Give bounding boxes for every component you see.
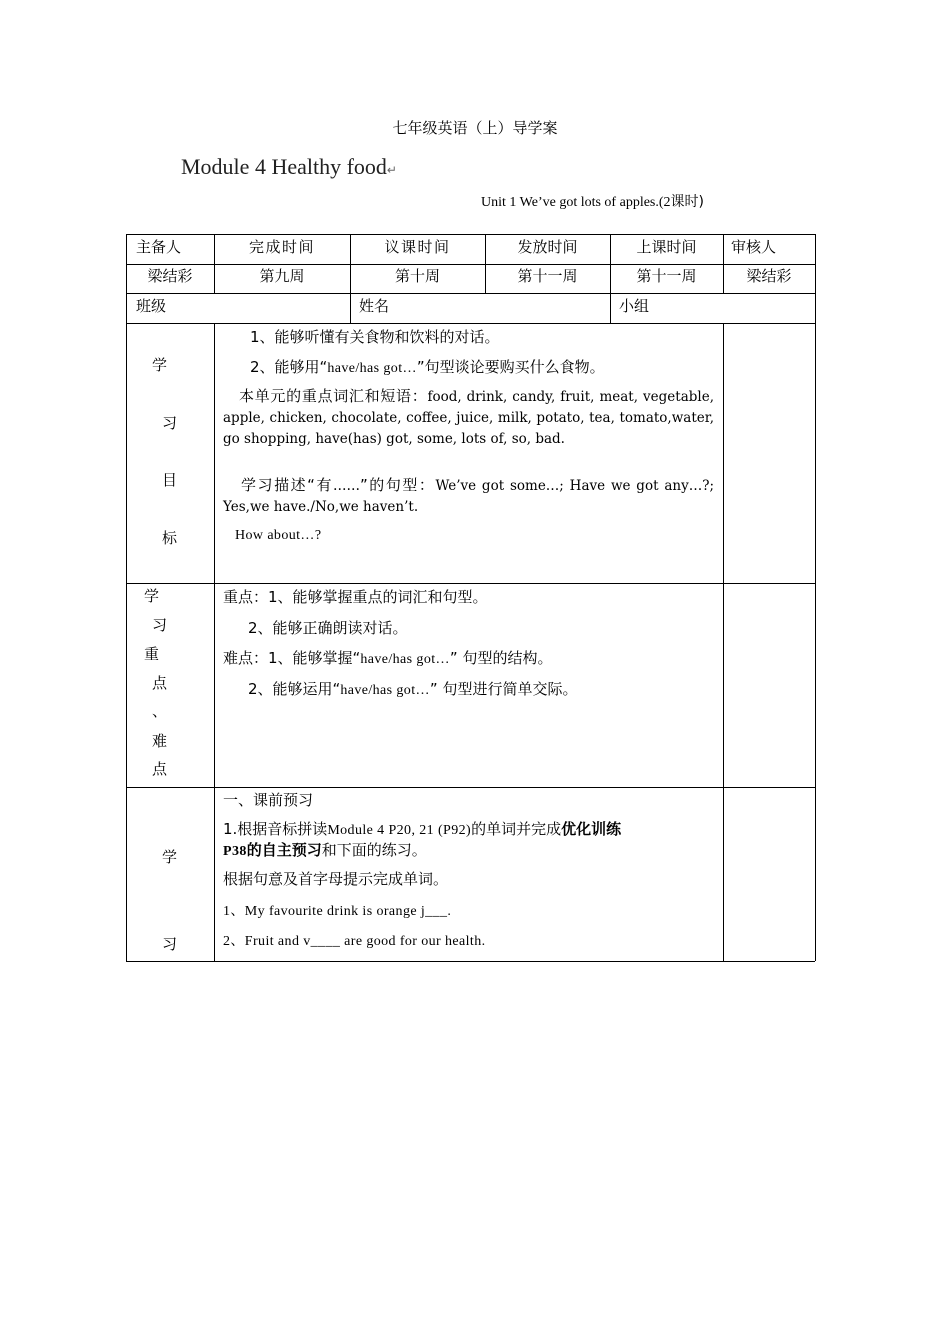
key-point-line-1 — [223, 586, 488, 607]
pattern-paragraph — [223, 475, 714, 517]
value-cell-preparer: 梁结彩 — [147, 267, 193, 285]
side-char: 学 — [144, 587, 160, 605]
pattern-label-a: 学习描述“有 — [241, 476, 333, 494]
header-cell-complete-time: 完成时间 — [248, 238, 315, 256]
side-char: 点 — [152, 674, 168, 692]
objective-item-2-b: ”句型谈论要购买什么食物。 — [416, 358, 605, 376]
key-point-text-1: 1、能够掌握重点的词汇和句型。 — [268, 588, 488, 606]
study-task-bold-2-en: P38 — [223, 844, 247, 859]
value-cell-class-time: 第十一周 — [636, 267, 697, 285]
study-task-en: Module 4 P20, 21 (P92) — [327, 823, 472, 838]
vocab-label: 本单元的重点词汇和短语： — [239, 387, 428, 405]
key-point-label: 重点： — [223, 588, 269, 606]
study-task-b: 的单词并完成 — [471, 820, 562, 838]
side-char: 习 — [152, 616, 168, 634]
value-cell-reviewer: 梁结彩 — [746, 267, 792, 285]
unit-line-cn: 课时) — [670, 194, 704, 210]
study-task-bold-1: 优化训练 — [561, 820, 622, 838]
group-label: 小组 — [619, 297, 650, 315]
study-task-line-2 — [223, 839, 427, 860]
class-label: 班级 — [136, 297, 167, 315]
objective-item-2-a: 2、能够用“ — [250, 358, 328, 376]
side-char: 目 — [162, 471, 178, 489]
study-section-title: 一、课前预习 — [223, 791, 314, 809]
difficult-point-2-en: have/has got… — [340, 683, 430, 698]
module-heading-text: Module 4 Healthy food — [181, 154, 387, 179]
study-task-bold-2-cn: 的自主预习 — [246, 841, 322, 859]
header-cell-preparer: 主备人 — [136, 238, 182, 256]
difficult-point-label: 难点： — [223, 649, 269, 667]
how-about-line: How about…? — [235, 528, 322, 543]
value-cell-complete-time: 第九周 — [259, 267, 305, 285]
header-cell-reviewer: 审核人 — [731, 238, 777, 256]
value-cell-discuss-time: 第十周 — [394, 267, 440, 285]
pattern-text: We’ve got some…; Have we got any…?; Yes,we have./No,we haven’t. — [223, 478, 714, 515]
unit-line-en: Unit 1 We’ve got lots of apples.(2 — [481, 195, 671, 210]
difficult-point-line-1 — [223, 647, 552, 668]
unit-line — [481, 191, 704, 211]
paragraph-mark-icon: ↵ — [386, 163, 397, 177]
objective-item-2-en: have/has got… — [327, 361, 417, 376]
name-label: 姓名 — [359, 297, 390, 315]
header-cell-distribute-time: 发放时间 — [517, 238, 578, 256]
side-char: 学 — [162, 848, 178, 866]
difficult-point-b: ” 句型的结构。 — [449, 649, 553, 667]
pattern-dots: …… — [332, 478, 360, 494]
header-cell-discuss-time: 议课时间 — [384, 238, 451, 256]
study-task-line-1 — [223, 818, 621, 839]
side-char: 重 — [144, 645, 160, 663]
difficult-point-en: have/has got… — [360, 652, 450, 667]
exercise-2: 2、Fruit and v____ are good for our health. — [223, 934, 486, 949]
module-heading — [181, 154, 397, 180]
value-cell-distribute-time: 第十一周 — [517, 267, 578, 285]
objective-item-1: 1、能够听懂有关食物和饮料的对话。 — [250, 328, 500, 346]
key-point-line-2: 2、能够正确朗读对话。 — [248, 619, 408, 637]
side-char: 习 — [162, 414, 178, 432]
vocab-text: food, drink, candy, fruit, meat, vegetable, apple, chicken, chocolate, coffee, juice, milk, potato, tea, tomato,water, go shopping, have(has) got, some, lots of, so, bad. — [223, 389, 714, 447]
side-char: 难 — [152, 732, 168, 750]
difficult-point-a: 1、能够掌握“ — [268, 649, 361, 667]
difficult-point-line-2 — [248, 678, 577, 699]
side-char: 学 — [152, 356, 168, 374]
exercise-1: 1、My favourite drink is orange j___. — [223, 904, 452, 919]
side-char: 习 — [162, 935, 178, 953]
study-task-a: 1.根据音标拼读 — [223, 820, 328, 838]
side-char: 标 — [162, 529, 178, 547]
objective-item-2 — [250, 356, 605, 377]
vocabulary-paragraph — [223, 386, 714, 449]
difficult-point-2-b: ” 句型进行简单交际。 — [429, 680, 578, 698]
pattern-label-b: ”的句型： — [359, 476, 436, 494]
difficult-point-2-a: 2、能够运用“ — [248, 680, 341, 698]
document-title: 七年级英语（上）导学案 — [392, 119, 558, 137]
side-char: 、 — [152, 702, 168, 720]
header-cell-class-time: 上课时间 — [636, 238, 697, 256]
study-task-c: 和下面的练习。 — [321, 841, 427, 859]
study-instruction: 根据句意及首字母提示完成单词。 — [223, 870, 449, 888]
side-char: 点 — [152, 760, 168, 778]
